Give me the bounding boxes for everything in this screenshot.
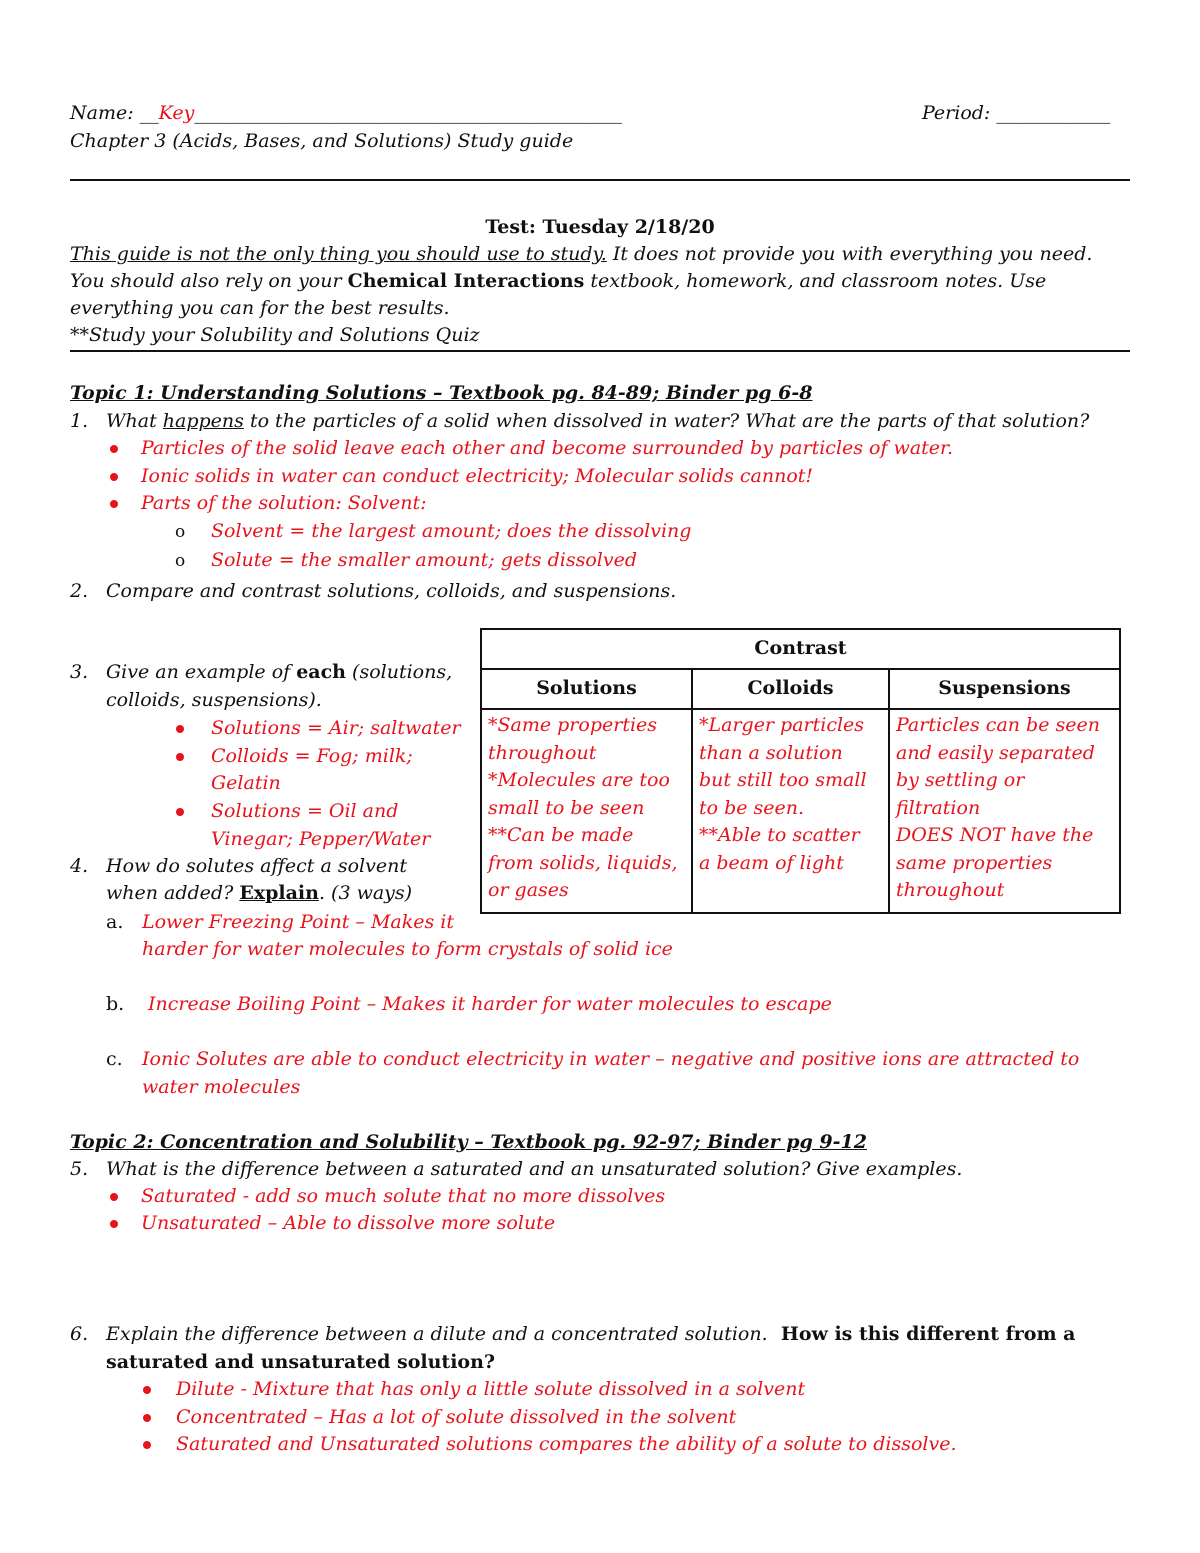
answer-3-colloids: Colloids = Fog; milk; bbox=[211, 745, 413, 767]
cell-line: same properties bbox=[896, 851, 1053, 874]
name-value: Key bbox=[158, 102, 195, 124]
question-1-post: to the particles of a solid when dissolved in water? What are the parts of that solution? bbox=[243, 410, 1090, 432]
answer-3-colloids-cont: Gelatin bbox=[211, 772, 281, 794]
period-line bbox=[922, 99, 1110, 127]
cell-line: throughout bbox=[896, 879, 1005, 901]
part-letter: c. bbox=[106, 1048, 123, 1070]
question-number: 3. bbox=[70, 661, 89, 683]
question-1 bbox=[70, 407, 1089, 435]
cell-line: DOES NOT have the bbox=[896, 824, 1094, 846]
column-header-colloids: Colloids bbox=[692, 669, 889, 709]
question-5 bbox=[70, 1155, 962, 1183]
answer-1c: Parts of the solution: Solvent: bbox=[141, 492, 427, 514]
test-note-line2 bbox=[70, 267, 1046, 295]
part-letter: b. bbox=[106, 993, 125, 1015]
circle-bullet-icon: o bbox=[175, 551, 186, 571]
answer-3-suspensions-cont: Vinegar; Pepper/Water bbox=[211, 828, 431, 850]
cell-line: *Molecules are too bbox=[488, 769, 670, 791]
question-3-pre: Give an example of bbox=[106, 661, 297, 683]
part-b bbox=[106, 990, 832, 1018]
contrast-table bbox=[480, 628, 1121, 914]
part-c-text: Ionic Solutes are able to conduct electricity in water – negative and positive ions are attracted to bbox=[142, 1048, 1080, 1070]
bullet-icon bbox=[110, 445, 118, 453]
test-note-line3: everything you can for the best results. bbox=[70, 297, 450, 319]
test-note-rest: It does not provide you with everything you need. bbox=[606, 243, 1093, 265]
cell-suspensions bbox=[889, 709, 1120, 913]
cell-line: but still too small bbox=[699, 769, 867, 791]
question-6-bold: How is this different from a bbox=[767, 1323, 1076, 1345]
question-2-text: Compare and contrast solutions, colloids, and suspensions. bbox=[106, 580, 677, 602]
question-4-explain: Explain bbox=[239, 882, 319, 904]
part-c bbox=[106, 1045, 1079, 1073]
bullet-icon bbox=[110, 1220, 118, 1228]
question-6-line1 bbox=[70, 1320, 1076, 1348]
answer-1a: Particles of the solid leave each other and become surrounded by particles of water. bbox=[141, 437, 954, 459]
part-letter: a. bbox=[106, 911, 124, 933]
question-number: 5. bbox=[70, 1158, 89, 1180]
bullet-icon bbox=[176, 808, 184, 816]
name-label: Name: __ bbox=[70, 102, 159, 124]
bullet-icon bbox=[143, 1386, 151, 1394]
cell-line: *Larger particles bbox=[699, 714, 865, 736]
question-5-text: What is the difference between a saturated and an unsaturated solution? Give examples. bbox=[106, 1158, 963, 1180]
question-4-post: . (3 ways) bbox=[318, 882, 413, 904]
bullet-icon bbox=[143, 1441, 151, 1449]
part-a-text: Lower Freezing Point – Makes it bbox=[142, 911, 454, 933]
question-6-line2: saturated and unsaturated solution? bbox=[106, 1351, 496, 1373]
answer-1c-solvent: Solvent = the largest amount; does the dissolving bbox=[211, 520, 692, 542]
test-note-line4: **Study your Solubility and Solutions Quiz bbox=[70, 324, 480, 346]
name-line bbox=[70, 99, 622, 127]
question-3-bold: each bbox=[296, 661, 347, 683]
question-4-line2 bbox=[106, 879, 412, 907]
bullet-icon bbox=[176, 725, 184, 733]
part-b-text: Increase Boiling Point – Makes it harder for water molecules to escape bbox=[142, 993, 832, 1015]
cell-line: **Can be made bbox=[488, 824, 634, 846]
cell-solutions bbox=[481, 709, 692, 913]
answer-6-concentrated: Concentrated – Has a lot of solute dissolved in the solvent bbox=[176, 1406, 737, 1428]
cell-line: Particles can be seen bbox=[896, 714, 1100, 736]
cell-line: **Able to scatter bbox=[699, 824, 860, 846]
cell-colloids bbox=[692, 709, 889, 913]
answer-1b: Ionic solids in water can conduct electricity; Molecular solids cannot! bbox=[141, 465, 814, 487]
part-a-text-cont: harder for water molecules to form crystals of solid ice bbox=[142, 938, 673, 960]
answer-3-solutions: Solutions = Air; saltwater bbox=[211, 717, 461, 739]
cell-line: small to be seen bbox=[488, 796, 645, 819]
test-divider bbox=[70, 350, 1130, 352]
question-6-italic: Explain the difference between a dilute and a concentrated solution. bbox=[106, 1323, 768, 1345]
textbook-name: Chemical Interactions bbox=[347, 270, 585, 292]
cell-line: filtration bbox=[896, 796, 981, 819]
header-divider bbox=[70, 179, 1130, 181]
bullet-icon bbox=[110, 473, 118, 481]
question-3-line2: colloids, suspensions). bbox=[106, 689, 322, 711]
question-number: 4. bbox=[70, 855, 89, 877]
answer-6-saturated-unsaturated: Saturated and Unsaturated solutions compares the ability of a solute to dissolve. bbox=[176, 1433, 957, 1455]
cell-line: from solids, liquids, bbox=[488, 851, 678, 874]
column-header-suspensions: Suspensions bbox=[889, 669, 1120, 709]
circle-bullet-icon: o bbox=[175, 522, 186, 542]
answer-6-dilute: Dilute - Mixture that has only a little solute dissolved in a solvent bbox=[176, 1378, 806, 1400]
name-underline: _____________________________________________ bbox=[194, 102, 622, 124]
question-number: 2. bbox=[70, 580, 89, 602]
topic1-heading: Topic 1: Understanding Solutions – Textbook pg. 84-89; Binder pg 6-8 bbox=[70, 382, 813, 404]
question-1-underlined: happens bbox=[162, 410, 244, 432]
column-header-solutions: Solutions bbox=[481, 669, 692, 709]
bullet-icon bbox=[143, 1414, 151, 1422]
test-note-line1 bbox=[70, 240, 1092, 268]
test-date: Test: Tuesday 2/18/20 bbox=[485, 216, 715, 238]
cell-line: *Same properties bbox=[488, 714, 658, 736]
question-4-pre: when added? bbox=[106, 882, 240, 904]
period-label: Period: bbox=[922, 102, 991, 124]
cell-line: than a solution bbox=[699, 741, 843, 764]
answer-1c-solute: Solute = the smaller amount; gets dissolved bbox=[211, 549, 637, 571]
part-a bbox=[106, 908, 454, 936]
test-note-line2-pre: You should also rely on your bbox=[70, 270, 348, 292]
question-1-pre: What bbox=[106, 410, 163, 432]
question-number: 6. bbox=[70, 1323, 89, 1345]
bullet-icon bbox=[176, 753, 184, 761]
question-3-line1 bbox=[70, 658, 452, 686]
question-2 bbox=[70, 577, 676, 605]
bullet-icon bbox=[110, 1193, 118, 1201]
test-note-underlined: This guide is not the only thing you should use to study. bbox=[70, 243, 607, 265]
question-3-post: (solutions, bbox=[346, 661, 453, 683]
cell-line: to be seen. bbox=[699, 796, 805, 819]
answer-5-saturated: Saturated - add so much solute that no more dissolves bbox=[141, 1185, 666, 1207]
bullet-icon bbox=[110, 500, 118, 508]
answer-3-suspensions: Solutions = Oil and bbox=[211, 800, 399, 822]
question-4-line1 bbox=[70, 852, 407, 880]
answer-5-unsaturated: Unsaturated – Able to dissolve more solute bbox=[141, 1212, 556, 1234]
part-c-text-cont: water molecules bbox=[142, 1076, 301, 1098]
period-underline: ____________ bbox=[996, 102, 1111, 124]
chapter-title: Chapter 3 (Acids, Bases, and Solutions) Study guide bbox=[70, 130, 574, 152]
test-note-line2-post: textbook, homework, and classroom notes. Use bbox=[584, 270, 1047, 292]
contrast-table-title: Contrast bbox=[481, 629, 1120, 669]
question-number: 1. bbox=[70, 410, 89, 432]
cell-line: a beam of light bbox=[699, 851, 844, 874]
topic2-heading: Topic 2: Concentration and Solubility – Textbook pg. 92-97; Binder pg 9-12 bbox=[70, 1131, 867, 1153]
cell-line: by settling or bbox=[896, 769, 1025, 791]
cell-line: or gases bbox=[488, 879, 569, 901]
cell-line: throughout bbox=[488, 741, 597, 764]
question-4-text: How do solutes affect a solvent bbox=[106, 855, 407, 877]
cell-line: and easily separated bbox=[896, 741, 1095, 764]
